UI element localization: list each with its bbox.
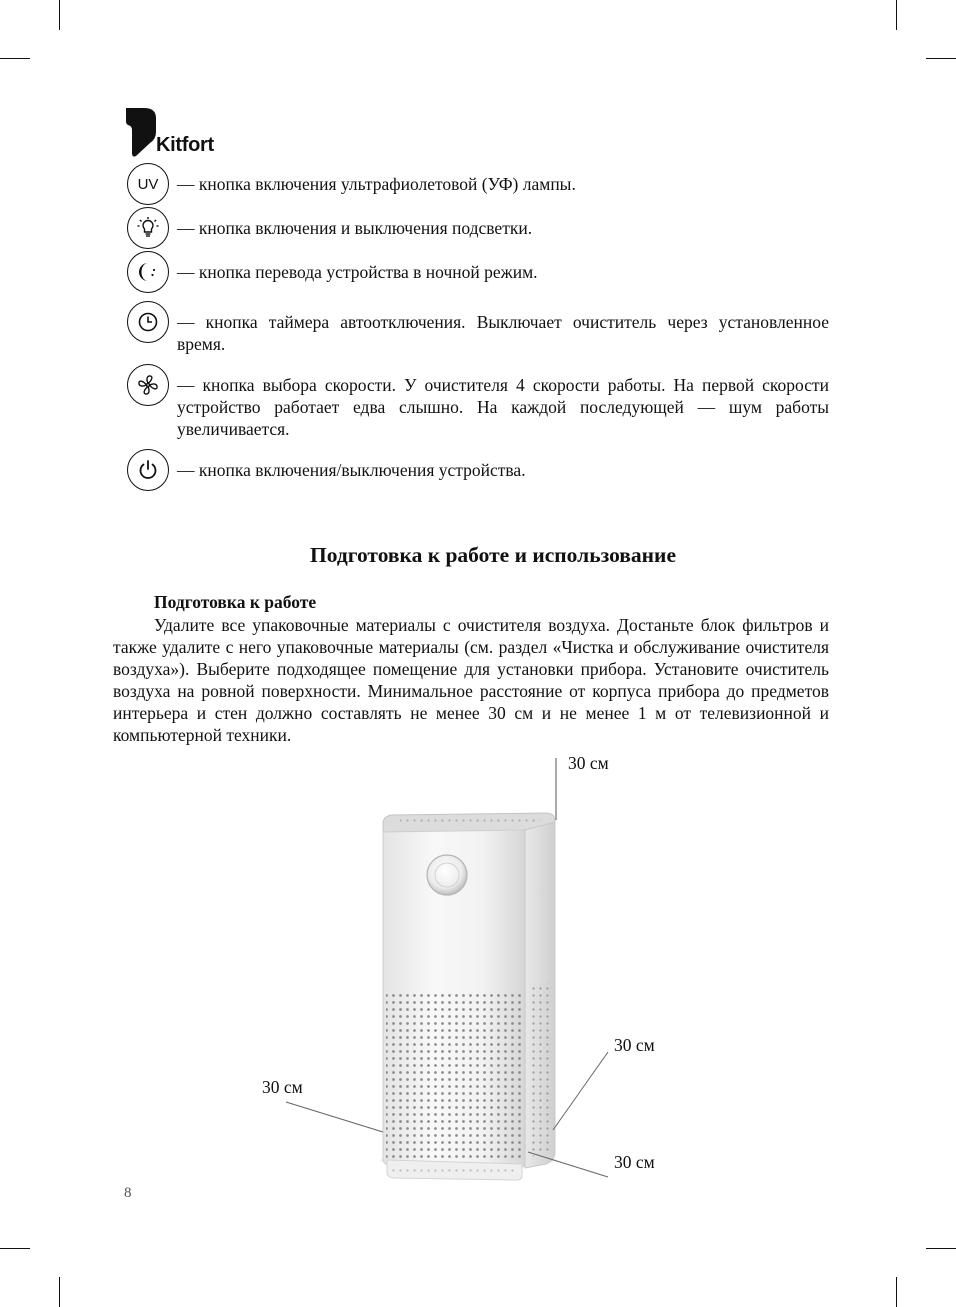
power-icon [127,449,169,491]
brand-name: Kitfort [156,134,214,156]
clearance-label-bottom: 30 см [614,1152,655,1172]
crop-mark [896,0,897,30]
fan-icon [127,364,169,406]
section-title: Подготовка к работе и использование [310,543,676,567]
button-description-text: — кнопка включения и выключения подсветки. [177,218,533,238]
crop-mark [926,1248,956,1249]
button-description-text: — кнопка выбора скорости. У очистителя 4 скорости работы. На первой скорости устройство работает едва слышно. На каждой последующей — шум работы увеличивается. [177,375,829,439]
clearance-label-top: 30 см [568,753,609,773]
moon-icon [127,251,169,293]
light-bulb-icon [127,207,169,249]
clearance-label-left: 30 см [262,1077,303,1097]
crop-mark [926,58,956,59]
button-description-text: — кнопка включения ультрафиолетовой (УФ) лампы. [177,174,576,194]
air-purifier-clearance-diagram [250,740,690,1200]
crop-mark [896,1277,897,1307]
crop-mark [0,58,30,59]
uv-icon: UV [127,163,169,205]
button-description-text: — кнопка включения/выключения устройства. [177,460,526,480]
crop-mark [0,1248,30,1249]
subsection-title: Подготовка к работе [154,592,317,612]
page-number: 8 [124,1185,132,1201]
button-description-text: — кнопка перевода устройства в ночной режим. [177,262,538,282]
crop-mark [59,0,60,30]
clock-icon [127,301,169,343]
button-description-text: — кнопка таймера автоотключения. Выключает очиститель через установленное время. [177,312,829,354]
preparation-paragraph: Удалите все упаковочные материалы с очистителя воздуха. Достаньте блок фильтров и также удалите с него упаковочные материалы (см. раздел «Чистка и обслуживание очистителя воздуха»). Выберите подходящее помещение для установки прибора. Установите очиститель воздуха на ровной поверхности. Минимальное расстояние от корпуса прибора до предметов интерьера и стен должно составлять не менее 30 см и не менее 1 м от телевизионной и компьютерной техники. [113,615,829,745]
clearance-label-right: 30 см [614,1035,655,1055]
crop-mark [59,1277,60,1307]
